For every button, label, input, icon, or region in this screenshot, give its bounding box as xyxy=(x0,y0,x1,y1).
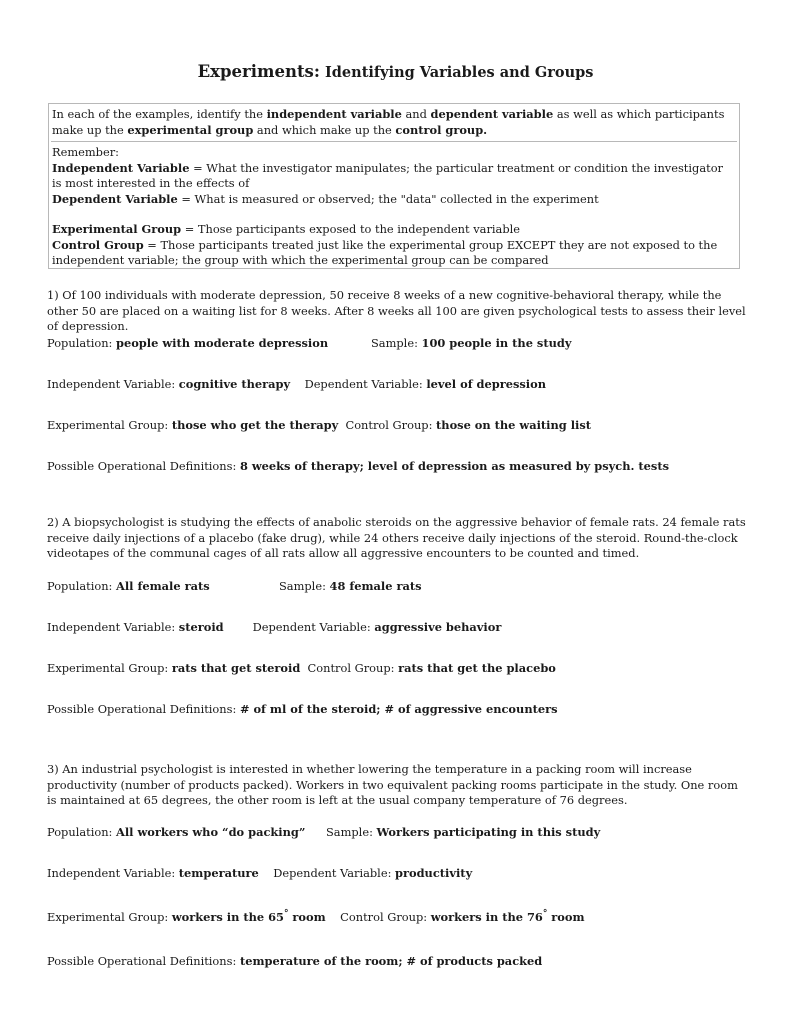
q3-operational-definitions: Possible Operational Definitions: temperature of the room; # of products packed xyxy=(47,954,543,968)
q2-population: Population: All female rats xyxy=(47,579,210,593)
q3-variables: Independent Variable: temperature Dependent Variable: productivity xyxy=(47,866,473,880)
remember-section xyxy=(52,145,736,269)
question-2-text: 2) A biopsychologist is studying the effects of anabolic steroids on the aggressive behavior of female rats. 24 female rats receive daily injections of a placebo (fake drug), while 24 others receive daily injections of the steroid. Round-the-clock videotapes of the communal cages of all rats allow all aggressive encounters to be counted and timed. xyxy=(47,515,746,560)
instr-text-1: In each of the examples, identify the xyxy=(52,107,267,121)
eg-def: = Those participants exposed to the independent variable xyxy=(181,222,520,236)
q2-sample: Sample: 48 female rats xyxy=(279,579,422,593)
instr-text-4: and which make up the xyxy=(253,122,396,137)
q1-sample: Sample: 100 people in the study xyxy=(371,336,572,350)
instr-bold-iv: independent variable xyxy=(266,107,402,121)
instr-text-2: and xyxy=(401,107,431,121)
dv-def: = What is measured or observed; the "data" collected in the experiment xyxy=(177,191,599,206)
instructions-box xyxy=(48,103,740,269)
q1-variables: Independent Variable: cognitive therapy Dependent Variable: level of depression xyxy=(47,377,547,391)
question-1-text: 1) Of 100 individuals with moderate depression, 50 receive 8 weeks of a new cognitive-behavioral therapy, while the other 50 are placed on a waiting list for 8 weeks. After 8 weeks all 100 are given psychological tests to assess their level of depression. xyxy=(47,288,746,333)
q1-operational-definitions: Possible Operational Definitions: 8 weeks of therapy; level of depression as measured by psych. tests xyxy=(47,459,670,473)
eg-term: Experimental Group xyxy=(52,222,182,236)
title-sub: Identifying Variables and Groups xyxy=(325,64,594,81)
dv-definition xyxy=(52,192,736,208)
cg-def: = Those participants treated just like the experimental group EXCEPT they are not exposed to the independent variable; the group with which the experimental group can be compared xyxy=(52,237,718,267)
cg-definition xyxy=(52,238,736,269)
title-main: Experiments: xyxy=(197,62,320,81)
instructions-text xyxy=(52,107,736,138)
iv-definition xyxy=(52,161,736,192)
q2-variables: Independent Variable: steroid Dependent Variable: aggressive behavior xyxy=(47,620,502,634)
dv-term: Dependent Variable xyxy=(52,191,178,206)
question-3-text: 3) An industrial psychologist is interested in whether lowering the temperature in a packing room will increase productivity (number of products packed). Workers in two equivalent packing rooms participate in the study. One room is maintained at 65 degrees, the other room is left at the usual company temperature of 76 degrees. xyxy=(47,762,738,807)
q1-population: Population: people with moderate depression xyxy=(47,336,329,350)
instr-bold-eg: experimental group xyxy=(127,122,254,137)
iv-term: Independent Variable xyxy=(52,160,190,175)
remember-heading: Remember: xyxy=(52,145,119,159)
q3-sample: Sample: Workers participating in this study xyxy=(326,825,601,839)
iv-def: = What the investigator manipulates; the particular treatment or condition the investigator is most interested in the effects of xyxy=(52,160,723,190)
instr-bold-cg: control group. xyxy=(395,122,488,137)
box-divider xyxy=(51,141,737,142)
page-title xyxy=(0,64,791,81)
q1-groups: Experimental Group: those who get the therapy Control Group: those on the waiting list xyxy=(47,418,592,432)
instr-bold-dv: dependent variable xyxy=(430,107,554,121)
instr-text-3: as well as which participants make up the xyxy=(52,107,725,137)
q3-groups: Experimental Group: workers in the 65° room Control Group: workers in the 76° room xyxy=(47,909,585,924)
q3-population: Population: All workers who “do packing” xyxy=(47,825,306,839)
q2-operational-definitions: Possible Operational Definitions: # of ml of the steroid; # of aggressive encounters xyxy=(47,702,558,716)
eg-definition xyxy=(52,222,736,238)
q2-groups: Experimental Group: rats that get steroid Control Group: rats that get the placebo xyxy=(47,661,556,675)
cg-term: Control Group xyxy=(52,237,144,252)
